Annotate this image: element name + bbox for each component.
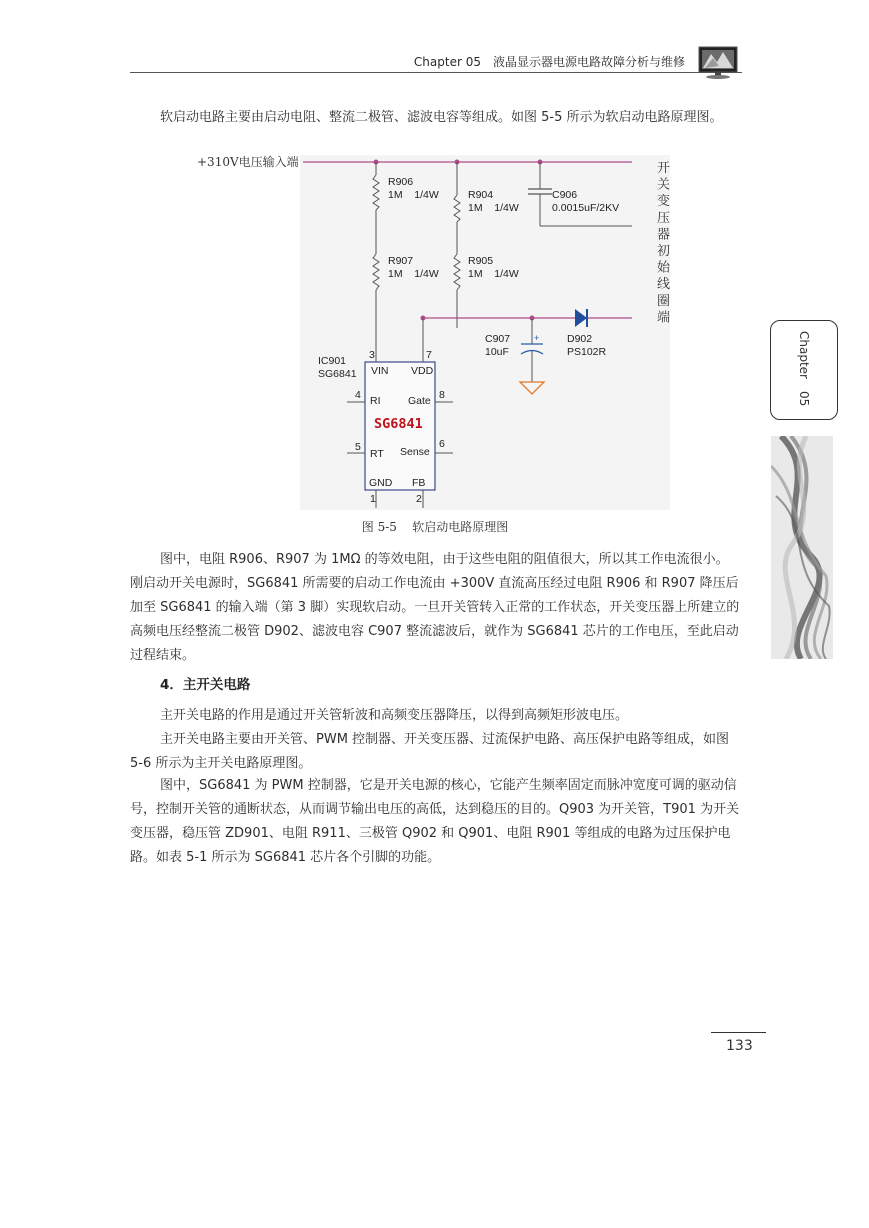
pin-ri-label: RI <box>370 395 381 407</box>
pin-8-number: 8 <box>439 389 445 401</box>
output-label-char: 变 <box>657 194 671 210</box>
pin-rt-label: RT <box>370 448 384 460</box>
r907-name: R907 <box>388 255 414 267</box>
pin-5-number: 5 <box>355 441 361 453</box>
output-label-char: 器 <box>657 227 671 243</box>
section-heading: 4．主开关电路 <box>160 677 251 693</box>
pin-vin-label: VIN <box>371 365 389 377</box>
output-label-char: 始 <box>657 260 671 276</box>
c907-value: 10uF <box>485 346 509 358</box>
body-paragraph-5: 图中，SG6841 为 PWM 控制器，它是开关电源的核心，它能产生频率固定而脉冲宽度可调的驱动信号，控制开关管的通断状态，从而调节输出电压的高低，达到稳压的目的。Q903 为开关管，T901 为开关变压器，稳压管 ZD901、电阻 R911、三极管 Q902 和 Q901、电阻 R901 等组成的电路为过压保护电路。如表 5-1 所示为 SG6841 芯片各个引脚的功能。 <box>130 778 740 865</box>
body-paragraph-4: 主开关电路主要由开关管、PWM 控制器、开关变压器、过流保护电路、高压保护电路等组成，如图 5-6 所示为主开关电路原理图。 <box>130 732 730 771</box>
output-label-char: 开 <box>657 161 671 176</box>
pin-gate-label: Gate <box>408 395 431 407</box>
pin-gnd-label: GND <box>369 477 393 489</box>
header-book-title: 液晶显示器电源电路故障分析与维修 <box>492 55 685 69</box>
c907-polarity: + <box>534 333 540 343</box>
output-label-char: 端 <box>657 310 671 326</box>
pin-fb-label: FB <box>412 477 426 489</box>
r907-value: 1M 1/4W <box>388 268 439 280</box>
soft-start-circuit-diagram <box>195 150 675 515</box>
pin-vdd-label: VDD <box>411 365 434 377</box>
output-label-char: 圈 <box>657 293 671 309</box>
output-label-char: 关 <box>657 177 671 193</box>
r904-value: 1M 1/4W <box>468 202 519 214</box>
r904-name: R904 <box>468 189 494 201</box>
c906-name: C906 <box>552 189 578 201</box>
ic-ref: IC901 <box>318 355 347 367</box>
pin-1-number: 1 <box>370 493 376 505</box>
output-label <box>657 161 671 325</box>
c907-name: C907 <box>485 333 511 345</box>
r906-name: R906 <box>388 176 414 188</box>
side-tab-word: Chapter <box>797 331 811 379</box>
pin-sense-label: Sense <box>400 446 430 458</box>
pin-6-number: 6 <box>439 438 445 450</box>
output-label-char: 压 <box>657 210 671 226</box>
input-label: +310V电压输入端 <box>197 155 299 169</box>
body-paragraph-2: 图中，电阻 R906、R907 为 1MΩ 的等效电阻，由于这些电阻的阻值很大，所以其工作电流很小。刚启动开关电源时，SG6841 所需要的启动工作电流由 +300V 直流高压经过电阻 R906 和 R907 降压后加至 SG6841 的输入端（第 3 脚）实现软启动。一旦开关管转入正常的工作状态，开关变压器上所建立的高频电压经整流二极管 D902、滤波电容 C907 整流滤波后，就作为 SG6841 芯片的工作电压，至此启动过程结束。 <box>130 552 740 663</box>
side-tab-number: 05 <box>797 390 811 407</box>
chapter-side-tab <box>770 320 838 420</box>
r905-name: R905 <box>468 255 494 267</box>
header-rule <box>130 72 742 73</box>
figure-caption: 图 5-5 软启动电路原理图 <box>361 520 509 534</box>
pin-2-number: 2 <box>416 493 422 505</box>
r906-value: 1M 1/4W <box>388 189 439 201</box>
output-label-char: 线 <box>657 277 671 293</box>
d902-value: PS102R <box>567 346 607 358</box>
output-label-char: 初 <box>657 244 671 259</box>
side-tab-text <box>797 331 811 406</box>
page-number-rule <box>711 1032 766 1033</box>
pin-7-number: 7 <box>426 349 432 361</box>
pin-4-number: 4 <box>355 389 361 401</box>
pin-3-number: 3 <box>369 349 375 361</box>
decorative-swirl-image <box>771 436 833 659</box>
d902-name: D902 <box>567 333 593 345</box>
intro-paragraph: 软启动电路主要由启动电阻、整流二极管、滤波电容等组成。如图 5-5 所示为软启动电路原理图。 <box>160 110 723 125</box>
running-header <box>380 53 685 70</box>
ic-title: SG6841 <box>374 416 423 432</box>
r905-value: 1M 1/4W <box>468 268 519 280</box>
body-paragraph-3: 主开关电路的作用是通过开关管斩波和高频变压器降压，以得到高频矩形波电压。 <box>160 708 629 723</box>
page-number: 133 <box>726 1038 753 1054</box>
header-chapter-label: Chapter 05 <box>413 55 481 69</box>
monitor-icon <box>697 46 741 80</box>
ic-part: SG6841 <box>318 368 357 380</box>
c906-value: 0.0015uF/2KV <box>552 202 620 214</box>
